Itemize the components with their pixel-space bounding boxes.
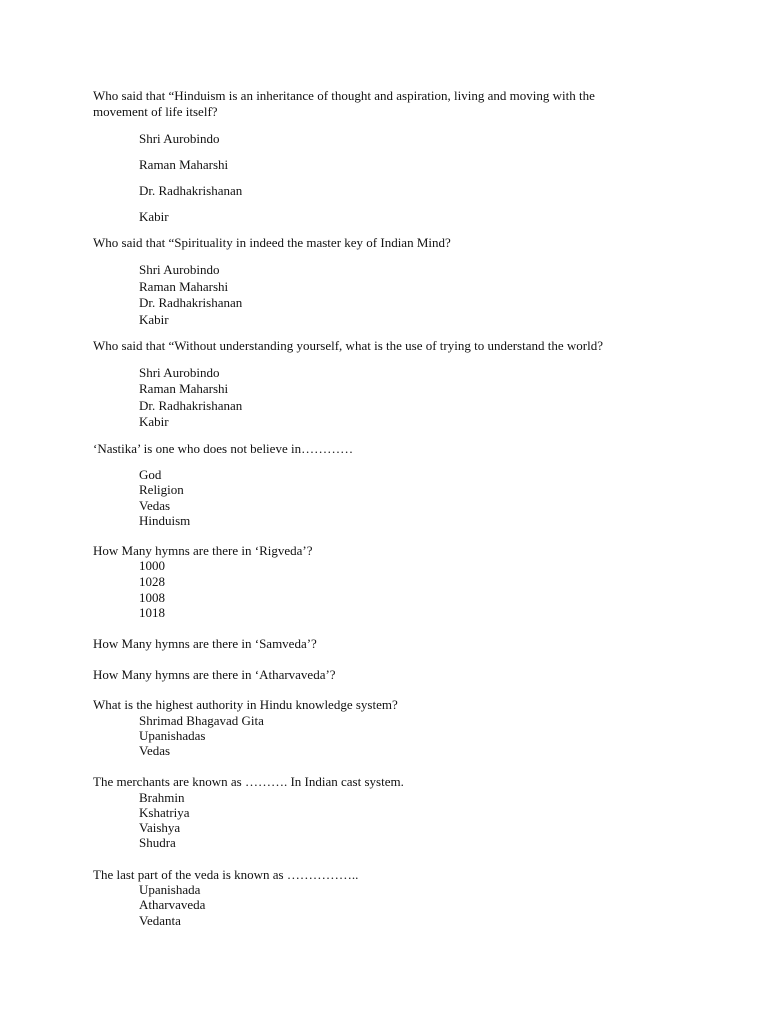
question-1-text: Who said that “Hinduism is an inheritance of thought and aspiration, living and moving with the [93, 88, 595, 103]
question-5-option-3: 1008 [139, 590, 165, 605]
question-10-text: The last part of the veda is known as …………….. [93, 867, 359, 882]
question-1-option-3: Dr. Radhakrishanan [139, 183, 243, 198]
question-3-option-1: Shri Aurobindo [139, 365, 220, 380]
question-8-text: What is the highest authority in Hindu knowledge system? [93, 697, 398, 712]
question-4-text: ‘Nastika’ is one who does not believe in………… [93, 441, 354, 456]
question-9-option-3: Vaishya [139, 820, 181, 835]
question-4-option-4: Hinduism [139, 513, 191, 528]
question-9-option-4: Shudra [139, 835, 176, 850]
question-2-text: Who said that “Spirituality in indeed the master key of Indian Mind? [93, 235, 451, 250]
question-4-option-3: Vedas [139, 498, 171, 513]
question-8-option-3: Vedas [139, 743, 171, 758]
question-1-option-1: Shri Aurobindo [139, 131, 220, 146]
question-9-option-2: Kshatriya [139, 805, 190, 820]
question-8-option-2: Upanishadas [139, 728, 206, 743]
question-1-option-2: Raman Maharshi [139, 157, 229, 172]
question-3-option-2: Raman Maharshi [139, 381, 229, 396]
question-10-option-1: Upanishada [139, 882, 201, 897]
question-2-option-4: Kabir [139, 312, 169, 327]
question-5-option-2: 1028 [139, 574, 165, 589]
question-5-text: How Many hymns are there in ‘Rigveda’? [93, 543, 313, 558]
question-4-option-2: Religion [139, 482, 184, 497]
question-1-text-continued: movement of life itself? [93, 104, 218, 119]
question-9-option-1: Brahmin [139, 790, 185, 805]
question-10-option-3: Vedanta [139, 913, 181, 928]
question-5-option-4: 1018 [139, 605, 165, 620]
question-9-text: The merchants are known as ………. In Indian cast system. [93, 774, 404, 789]
question-3-text: Who said that “Without understanding yourself, what is the use of trying to understand the world? [93, 338, 603, 353]
question-7-text: How Many hymns are there in ‘Atharvaveda’? [93, 667, 336, 682]
question-1-option-4: Kabir [139, 209, 169, 224]
question-3-option-3: Dr. Radhakrishanan [139, 398, 243, 413]
question-3-option-4: Kabir [139, 414, 169, 429]
question-5-option-1: 1000 [139, 558, 165, 573]
question-4-option-1: God [139, 467, 162, 482]
question-2-option-2: Raman Maharshi [139, 279, 229, 294]
question-8-option-1: Shrimad Bhagavad Gita [139, 713, 264, 728]
question-2-option-1: Shri Aurobindo [139, 262, 220, 277]
question-2-option-3: Dr. Radhakrishanan [139, 295, 243, 310]
question-10-option-2: Atharvaveda [139, 897, 206, 912]
question-6-text: How Many hymns are there in ‘Samveda’? [93, 636, 317, 651]
